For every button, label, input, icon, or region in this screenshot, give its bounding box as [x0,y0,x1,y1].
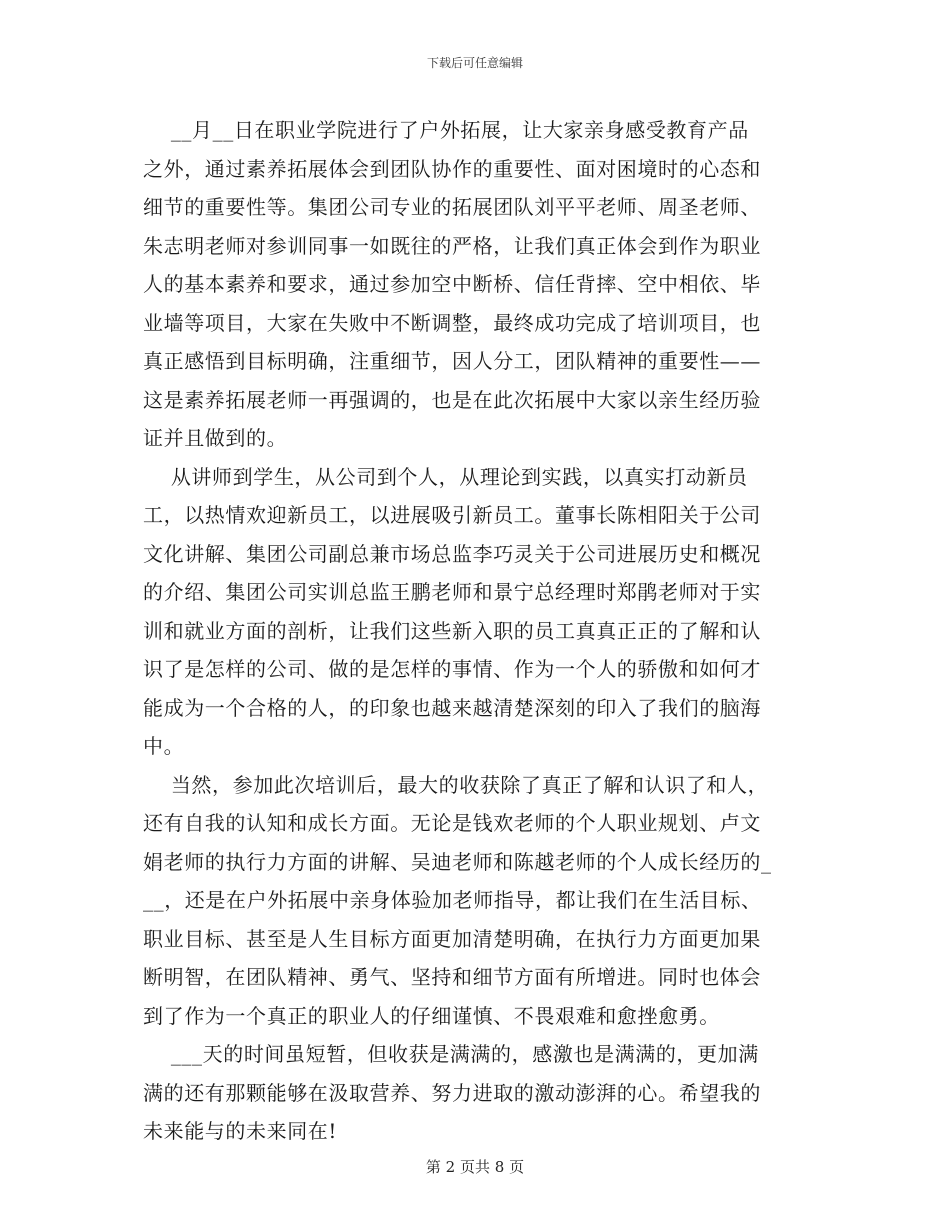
text-line: 的介绍、集团公司实训总监王鹏老师和景宁总经理时郑鹃老师对于实 [143,580,761,604]
document-body [143,111,798,1151]
text-line: 工，以热情欢迎新员工，以进展吸引新员工。董事长陈相阳关于公司 [143,503,761,527]
text-line: 朱志明老师对参训同事一如既往的严格，让我们真正体会到作为职业 [143,233,761,258]
text-line: 中。 [143,734,185,758]
text-line: 证并且做到的。 [143,426,288,450]
text-line: 识了是怎样的公司、做的是怎样的事情、作为一个人的骄傲和如何才 [143,657,761,681]
text-line: 未来能与的未来同在! [143,1119,338,1143]
text-line: 职业目标、甚至是人生目标方面更加清楚明确，在执行力方面更加果 [143,926,761,951]
text-line: 还有自我的认知和成长方面。无论是钱欢老师的个人职业规划、卢文 [143,811,761,835]
text-line: 文化讲解、集团公司副总兼市场总监李巧灵关于公司进展历史和概况 [143,541,761,566]
text-line: 满的还有那颗能够在汲取营养、努力进取的激动澎湃的心。希望我的 [143,1080,761,1105]
text-line: 训和就业方面的剖析，让我们这些新入职的员工真真正正的了解和认 [143,618,761,643]
text-line: 从讲师到学生，从公司到个人，从理论到实践，以真实打动新员 [143,464,748,489]
page-number-footer: 第 2 页共 8 页 [425,1158,525,1176]
text-line: 细节的重要性等。集团公司专业的拓展团队刘平平老师、周圣老师、 [143,195,761,219]
page-header: 下载后可任意编辑 [426,56,523,70]
text-line: 之外，通过素养拓展体会到团队协作的重要性、面对困境时的心态和 [143,156,761,181]
text-line: 断明智，在团队精神、勇气、坚持和细节方面有所增进。同时也体会 [143,965,761,989]
text-line: ___天的时间虽短暂，但收获是满满的，感激也是满满的，更加满 [143,1042,759,1066]
text-line: 真正感悟到目标明确，注重细节，因人分工，团队精神的重要性—— [143,349,761,373]
text-line: 娟老师的执行力方面的讲解、吴迪老师和陈越老师的个人成长经历的_ [143,849,772,874]
text-line: __，还是在户外拓展中亲身体验加老师指导，都让我们在生活目标、 [143,888,762,912]
text-line: 到了作为一个真正的职业人的仔细谨慎、不畏艰难和愈挫愈勇。 [143,1003,720,1028]
text-line: 业墙等项目，大家在失败中不断调整，最终成功完成了培训项目，也 [143,310,761,335]
text-line: 能成为一个合格的人，的印象也越来越清楚深刻的印入了我们的脑海 [143,695,761,720]
text-line: 当然，参加此次培训后，最大的收获除了真正了解和认识了和人， [143,772,769,797]
text-line: 人的基本素养和要求，通过参加空中断桥、信任背摔、空中相依、毕 [143,272,761,296]
text-line: __月__日在职业学院进行了户外拓展，让大家亲身感受教育产品 [143,118,749,142]
text-line: 这是素养拓展老师一再强调的，也是在此次拓展中大家以亲生经历验 [143,387,761,412]
